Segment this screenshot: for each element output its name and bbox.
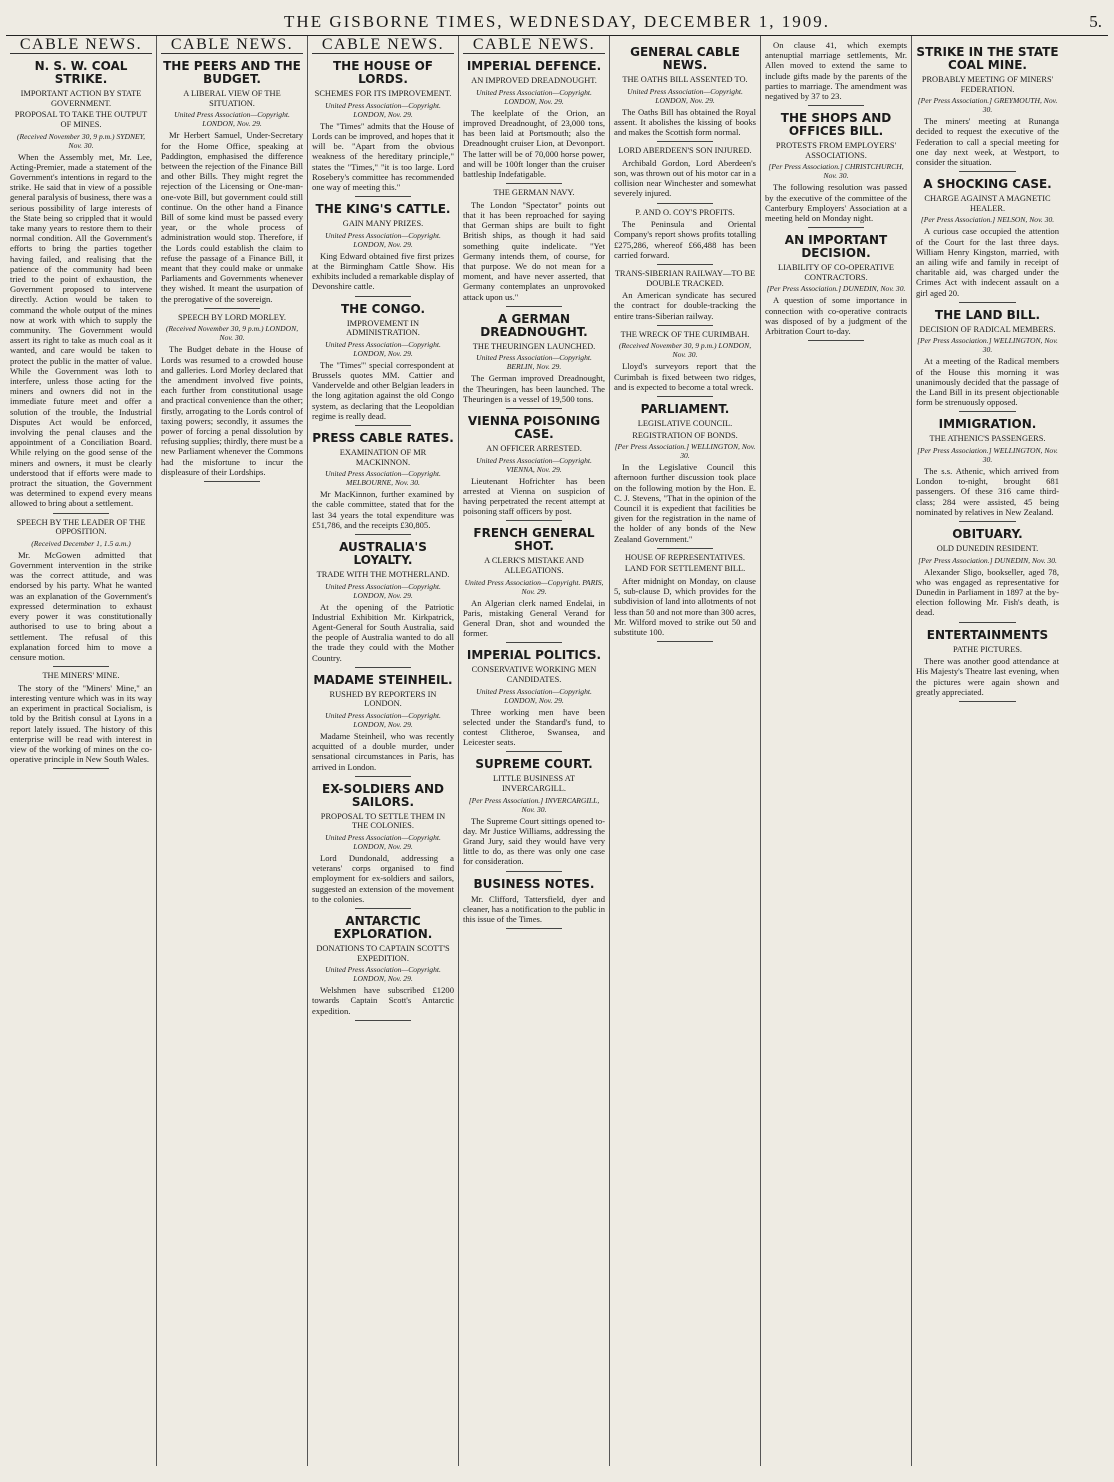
article (312, 432, 454, 535)
article-subheading: THE ATHENIC'S PASSENGERS. (929, 434, 1046, 444)
article-subheading: HOUSE OF REPRESENTATIVES. (624, 552, 746, 562)
article (463, 649, 605, 752)
article-body: The keelplate of the Orion, an improved Dreadnought, of 23,000 tons, has been laid at Portsmouth; also the Dreadnought cruiser Lion, at Devonport. The latter will be of 70,000 horse power, and will be 100ft longer than the cruiser battleship Indefatigable. (463, 107, 605, 180)
article-headline: STRIKE IN THE STATE COAL MINE. (916, 45, 1059, 72)
article-subheading: AN OFFICER ARRESTED. (486, 444, 582, 454)
dateline: United Press Association—Copyright. MELBOURNE, Nov. 30. (325, 469, 441, 488)
column-7 (912, 36, 1063, 1466)
article-headline: FRENCH GENERAL SHOT. (473, 526, 595, 554)
article-body: Lieutenant Hofrichter has been arrested at Vienna on suspicion of having perpetrated the recent attempt at poisoning staff officers by post. (463, 475, 605, 517)
dateline: [Per Press Association.] DUNEDIN, Nov. 30. (918, 555, 1057, 565)
divider (355, 196, 412, 197)
article-body: After midnight on Monday, on clause 5, sub-clause D, which provides for the subdivision of land into allotments of not less than 50 and not more than 300 acres, Mr. Wilford moved to strike out 50 and substitute 100. (614, 576, 756, 638)
article-body: The following resolution was passed by the executive of the committee of the Canterbury Employers' Association at a meeting held on Monday night. (765, 182, 907, 224)
article-subheading: LAND FOR SETTLEMENT BILL. (624, 564, 746, 574)
divider (204, 481, 261, 482)
article-headline: IMPERIAL DEFENCE. (466, 59, 602, 74)
article (312, 915, 454, 1021)
article-headline: IMPERIAL POLITICS. (466, 648, 602, 663)
article-body: Madame Steinheil, who was recently acquitted of a double murder, under sensational circumstances in Paris, has arrived in London. (312, 731, 454, 772)
article-headline: ENTERTAINMENTS (926, 627, 1049, 642)
dateline: [Per Press Association.] NELSON, Nov. 30. (920, 215, 1055, 225)
divider (355, 667, 412, 668)
article-subheading: TRADE WITH THE MOTHERLAND. (316, 570, 450, 580)
article (916, 309, 1059, 413)
divider (959, 302, 1016, 303)
page-number: 5. (1089, 12, 1102, 31)
dateline: United Press Association—Copyright. LONDON, Nov. 29. (325, 339, 441, 358)
article (10, 60, 152, 513)
article (614, 330, 756, 397)
article (312, 60, 454, 197)
column-heading: CABLE NEWS. (161, 40, 303, 54)
article-headline: IMMIGRATION. (938, 417, 1037, 432)
article-body: Lloyd's surveyors report that the Curimbah is fixed between two ridges, and is expected to become a total wreck. (614, 361, 756, 392)
article (312, 674, 454, 777)
article-headline: BUSINESS NOTES. (473, 876, 595, 891)
dateline: United Press Association—Copyright. LONDON, Nov. 29. (325, 100, 441, 119)
article-body: The Budget debate in the House of Lords was resumed to a crowded house and galleries. Lord Morley declared that the amendment involved five points, each further from constitutional usage and practical convenience than the other; firstly, arrogating to the Lords control of taxing powers; secondly, it assumes the power of forcing a penal dissolution by refusing supplies; thirdly, there must be a new Parliament whenever the Commons had the misfortune to incur the displeasure of their Lordships. (161, 344, 303, 477)
article-headline: THE CONGO. (341, 301, 425, 316)
article-subheading: THE MINERS' MINE. (42, 671, 120, 681)
article (161, 313, 303, 482)
article-subheading: IMPORTANT ACTION BY STATE GOVERNMENT. (20, 89, 142, 108)
article (765, 112, 907, 228)
dateline: United Press Association—Copyright. LONDON, Nov. 29. (476, 87, 592, 106)
article-subheading: THE GERMAN NAVY. (493, 188, 575, 198)
dateline: [Per Press Association.] CHRISTCHURCH, Nov. 30. (768, 162, 904, 181)
column-heading: CABLE NEWS. (312, 40, 454, 54)
article (312, 783, 454, 909)
article-body: Archibald Gordon, Lord Aberdeen's son, was thrown out of his motor car in a collision near Winchester and somewhat severely injured. (614, 157, 756, 199)
article-body: In the Legislative Council this afternoon further discussion took place on the following motion by the Hon. E. C. J. Stevens, "That in the opinion of the Council it is expedient that facilities be given for the registration in the name of the holder of any bonds of the New Zealand Government." (614, 462, 756, 544)
article-subheading: AN IMPROVED DREADNOUGHT. (471, 76, 597, 86)
columns-container (6, 36, 1108, 1466)
article-subheading: LITTLE BUSINESS AT INVERCARGILL. (493, 774, 575, 794)
divider (657, 141, 714, 142)
article-headline: THE SHOPS AND OFFICES BILL. (780, 111, 892, 139)
divider (959, 521, 1016, 522)
divider (355, 908, 412, 909)
article (312, 303, 454, 426)
divider (959, 171, 1016, 172)
article-headline: MADAME STEINHEIL. (313, 672, 453, 687)
dateline: [Per Press Association.] WELLINGTON, Nov. 30. (614, 442, 756, 461)
masthead (6, 4, 1108, 36)
article-subheading: A LIBERAL VIEW OF THE SITUATION. (183, 89, 281, 108)
article-subheading: THE WRECK OF THE CURIMBAH. (620, 329, 750, 339)
article-body: The story of the "Miners' Mine," an interesting venture which was in its way an experiment in practical Socialism, is told by the British consul at Lyons in a report lately issued. The history of this enterprise will be read with interest in view of the working of mines on the co-operative principle in New South Wales. (10, 682, 152, 765)
article-subheading: DECISION OF RADICAL MEMBERS. (919, 324, 1056, 334)
article-subheading: PROBABLY MEETING OF MINERS' FEDERATION. (921, 75, 1054, 94)
article-subheading: SPEECH BY LORD MORLEY. (178, 312, 286, 322)
article-subheading: REGISTRATION OF BONDS. (632, 430, 738, 440)
article (161, 60, 303, 309)
article-subheading: PROPOSAL TO TAKE THE OUTPUT OF MINES. (14, 110, 148, 129)
column-6 (761, 36, 912, 1466)
divider (657, 325, 714, 326)
article-headline: A GERMAN DREADNOUGHT. (480, 311, 588, 339)
article-subheading: EXAMINATION OF MR MACKINNON. (339, 448, 427, 467)
article (463, 60, 605, 184)
article-body: The s.s. Athenic, which arrived from London to-night, brought 681 passengers. Of these 316 came third-class; 284 were assisted, 45 being nominated by relatives in New Zealand. (916, 466, 1059, 517)
dateline: [Per Press Association.] INVERCARGILL, Nov. 30. (468, 795, 600, 814)
article-headline: THE HOUSE OF LORDS. (332, 59, 433, 87)
article-body: The German improved Dreadnought, the Theuringen, has been launched. The Theuringen is a vessel of 19,500 tons. (463, 373, 605, 404)
divider (53, 666, 110, 667)
article-body: At a meeting of the Radical members of the House this morning it was unanimously decided that the passage of the Land Bill in its present objectionable form be strenuously opposed. (916, 356, 1059, 408)
divider (657, 264, 714, 265)
divider (506, 183, 563, 184)
article-subheading: LEGISLATIVE COUNCIL. (637, 419, 733, 429)
article-body: An Algerian clerk named Endelai, in Paris, mistaking General Verand for General Dran, shot and wounded the former. (463, 597, 605, 639)
article-headline: SUPREME COURT. (475, 757, 593, 772)
article-body: On clause 41, which exempts antenuptial marriage settlements, Mr. Allen moved to extend the same to include gifts made by the parents of the parties to marriage. The amendment was negatived by 37 to 23. (765, 40, 907, 102)
article-subheading: LORD ABERDEEN'S SON INJURED. (618, 146, 752, 156)
divider (506, 871, 563, 872)
divider (808, 340, 865, 341)
article-body: When the Assembly met, Mr. Lee, Acting-Premier, made a statement of the Government's intentions in regard to the strike. He said that in view of a possible general paralysis of business, there was a serious possibility of large interests of the State being so crippled that it would take many years to restore them to their normal condition. All the Government's efforts to bring the parties together having failed, and realising that the patience of the community had been tried to the point of exhaustion, the Government proposed to intervene directly. Action would be taken to command the whole output of the mines now at work with which to supply the community. The Government would assert its right to take as much coal as it wanted, and care would be taken to protect the public in the matter of value. While the Government was loth to interfere, unless those acting for the miners and owners did not in the immediate future meet and offer a solution of the trouble, the Industrial Disputes Act would be enforced, involving the penal clauses and the appointment of a Conciliation Board. While relying on the good sense of the miners and owners, it must be clearly understood that if efforts were made to protract the situation, the Government was determined to expend every means allowed to bring about a settlement. (10, 151, 152, 509)
divider (355, 296, 412, 297)
article-subheading: RUSHED BY REPORTERS IN LONDON. (329, 689, 437, 709)
article-headline: PRESS CABLE RATES. (312, 431, 454, 446)
article-body: Mr MacKinnon, further examined by the cable committee, stated that for the last 34 years the total expenditure was £51,786, and the receipts £30,805. (312, 489, 454, 530)
article (312, 541, 454, 668)
article (463, 188, 605, 307)
article (614, 208, 756, 265)
article (463, 878, 605, 930)
article (916, 629, 1059, 702)
article-body: The miners' meeting at Runanga decided to request the executive of the Federation to call a special meeting for one day next week, at Westport, to consider the situation. (916, 116, 1059, 167)
article (463, 758, 605, 871)
divider (506, 306, 563, 307)
article-body: Mr Herbert Samuel, Under-Secretary for the Home Office, speaking at Paddington, emphasised the difference between the rejection of the Finance Bill and other Bills. They might regret the rejection of the Licensing or One-man-one-vote Bill, but government could still continue. On the other hand a Finance Bill of some kind must be passed every year, or the whole process of administration would stop. Therefore, if the Lords could establish the claim to refuse the passage of a Finance Bill, it meant that they could make or unmake Parliaments and Governments whenever they wished. It meant the usurpation of the prerogative of the sovereign. (161, 130, 303, 304)
divider (959, 701, 1016, 702)
article (614, 46, 756, 142)
article-subheading: DONATIONS TO CAPTAIN SCOTT'S EXPEDITION. (316, 944, 450, 963)
article-subheading: LIABILITY OF CO-OPERATIVE CONTRACTORS. (778, 263, 894, 282)
article-subheading: OLD DUNEDIN RESIDENT. (936, 544, 1039, 554)
dateline: United Press Association—Copyright. BERLIN, Nov. 29. (476, 353, 592, 372)
divider (657, 396, 714, 397)
dateline: (Received November 30, 9 p.m.) LONDON, Nov. 30. (165, 324, 299, 343)
divider (204, 308, 261, 309)
article-subheading: PATHE PICTURES. (952, 644, 1023, 654)
dateline: [Per Press Association.] DUNEDIN, Nov. 30. (766, 284, 906, 294)
article (916, 178, 1059, 303)
article-headline: ANTARCTIC EXPLORATION. (333, 914, 433, 942)
divider (506, 751, 563, 752)
article-headline: A SHOCKING CASE. (923, 177, 1052, 192)
article-body: Welshmen have subscribed £1200 towards Captain Scott's Antarctic expedition. (312, 985, 454, 1016)
article-body: The "Times" admits that the House of Lords can be improved, and hopes that it will be. "Apart from the obvious weakness of the hereditary principle," states the "Times," "it is too large. Lord Rosebery's committee has recommended one way of meeting this." (312, 120, 454, 193)
article (916, 418, 1059, 522)
article-body: At the opening of the Patriotic Industrial Exhibition Mr. Kirkpatrick, Agent-General for South Australia, said the people of Australia wanted to do all the trade they could with the Mother Country. (312, 601, 454, 663)
article-body: Mr. Clifford, Tattersfield, dyer and cleaner, has a notification to the public in this issue of the Times. (463, 893, 605, 925)
divider (657, 548, 714, 549)
divider (53, 513, 110, 514)
article-body: An American syndicate has secured the contract for double-tracking the entire trans-Siberian railway. (614, 290, 756, 321)
masthead-title: THE GISBORNE TIMES, WEDNESDAY, DECEMBER 1, 1909. (284, 12, 830, 31)
article (463, 415, 605, 521)
dateline: United Press Association—Copyright. VIENNA, Nov. 29. (476, 455, 592, 474)
column-heading: CABLE NEWS. (463, 40, 605, 54)
dateline: United Press Association—Copyright. LONDON, Nov. 29. (325, 230, 441, 249)
article-body: The "Times'" special correspondent at Brussels quotes MM. Cattier and Vandervelde and other Belgian leaders in the long agitation against the old Congo system, as declaring that the Leopoldian regime is really dead. (312, 359, 454, 421)
dateline: (Received December 1, 1.5 a.m.) (31, 538, 131, 548)
column-2 (157, 36, 308, 1466)
dateline: United Press Association—Copyright. LONDON, Nov. 29. (325, 965, 441, 984)
article-headline: AN IMPORTANT DECISION. (784, 233, 888, 261)
dateline: United Press Association—Copyright. LONDON, Nov. 29. (174, 110, 290, 129)
article-body: The Oaths Bill has obtained the Royal assent. It abolishes the kissing of books and makes the Scottish form normal. (614, 106, 756, 137)
dateline: [Per Press Association.] WELLINGTON, Nov. 30. (917, 446, 1058, 465)
article-headline: GENERAL CABLE NEWS. (630, 45, 740, 72)
dateline: United Press Association—Copyright. LONDON, Nov. 29. (325, 833, 441, 852)
article-headline: VIENNA POISONING CASE. (467, 414, 601, 442)
divider (506, 408, 563, 409)
article-subheading: SCHEMES FOR ITS IMPROVEMENT. (314, 89, 452, 99)
divider (355, 534, 412, 535)
article-headline: EX-SOLDIERS AND SAILORS. (322, 781, 444, 809)
article (916, 528, 1059, 623)
column-5 (610, 36, 761, 1466)
article-headline: OBITUARY. (952, 527, 1023, 542)
dateline: United Press Association—Copyright. LONDON, Nov. 29. (627, 86, 743, 105)
divider (355, 776, 412, 777)
article-subheading: CHARGE AGAINST A MAGNETIC HEALER. (924, 194, 1051, 213)
divider (506, 642, 563, 643)
article-subheading: THE OATHS BILL ASSENTED TO. (622, 75, 748, 84)
column-4 (459, 36, 610, 1466)
article-subheading: PROTESTS FROM EMPLOYERS' ASSOCIATIONS. (775, 141, 897, 160)
article-subheading: TRANS-SIBERIAN RAILWAY—TO BE DOUBLE TRACKED. (614, 269, 756, 288)
article (614, 146, 756, 203)
article-headline: N. S. W. COAL STRIKE. (34, 59, 128, 87)
article (765, 40, 907, 106)
article-body: Mr. McGowen admitted that Government intervention in the strike was the correct attitude, and was endorsed by his party. What he wanted was an explanation of the Government's expressed determination to exhaust every power it was constitutionally authorised to use to bring about a settlement. The refusal of this explanation forced him to move a censure motion. (10, 549, 152, 662)
article-headline: THE LAND BILL. (934, 307, 1041, 322)
article-body: Lord Dundonald, addressing a veterans' corps organised to find employment for ex-soldiers and sailors, suggested an extension of the movement to the colonies. (312, 853, 454, 904)
divider (355, 1020, 412, 1021)
article-subheading: THE THEURINGEN LAUNCHED. (472, 341, 596, 351)
column-3 (308, 36, 459, 1466)
divider (506, 520, 563, 521)
divider (657, 203, 714, 204)
article-subheading: PROPOSAL TO SETTLE THEM IN THE COLONIES. (320, 811, 446, 831)
dateline: United Press Association—Copyright. LONDON, Nov. 29. (476, 686, 592, 705)
divider (959, 411, 1016, 412)
article (463, 313, 605, 409)
article-subheading: P. AND O. COY'S PROFITS. (635, 207, 735, 217)
dateline: United Press Association—Copyright. LONDON, Nov. 29. (325, 711, 441, 730)
article (312, 203, 454, 296)
dateline: (Received November 30, 9 p.m.) SYDNEY, Nov. 30. (16, 131, 146, 150)
article-subheading: IMPROVEMENT IN ADMINISTRATION. (346, 318, 420, 338)
article (614, 553, 756, 642)
divider (657, 641, 714, 642)
article-body: The Peninsula and Oriental Company's report shows profits totalling £275,286, whereof £66,488 has been carried forward. (614, 219, 756, 260)
article (463, 527, 605, 643)
dateline: (Received November 30, 9 p.m.) LONDON, Nov. 30. (618, 341, 752, 360)
dateline: [Per Press Association.] GREYMOUTH, Nov. 30. (917, 96, 1058, 115)
article (614, 269, 756, 326)
article (10, 671, 152, 769)
divider (808, 105, 865, 106)
article-subheading: A CLERK'S MISTAKE AND ALLEGATIONS. (484, 556, 584, 576)
article-body: Alexander Sligo, bookseller, aged 78, who was engaged as representative for Dunedin in Parliament in 1897 at the by-election following Mr. Fish's death, is dead. (916, 566, 1059, 618)
article-body: The Supreme Court sittings opened to-day. Mr Justice Williams, addressing the Grand Jury, said they would have very little to do, as there was only one case for consideration. (463, 815, 605, 867)
article-headline: THE PEERS AND THE BUDGET. (163, 59, 301, 87)
divider (53, 768, 110, 769)
article-subheading: SPEECH BY THE LEADER OF THE OPPOSITION. (16, 517, 146, 537)
article-subheading: CONSERVATIVE WORKING MEN CANDIDATES. (471, 665, 597, 685)
divider (506, 928, 563, 929)
article-body: There was another good attendance at His Majesty's Theatre last evening, when the pictures were again shown and greatly appreciated. (916, 656, 1059, 697)
divider (355, 425, 412, 426)
article (765, 234, 907, 341)
article-headline: AUSTRALIA'S LOYALTY. (339, 540, 427, 568)
article-body: King Edward obtained five first prizes at the Birmingham Cattle Show. His exhibits included a remarkable display of Devonshire cattle. (312, 250, 454, 292)
article-body: A curious case occupied the attention of the Court for the last three days. William Henry Kingston, married, with an ailing wife and family in receipt of charitable aid, was charged under the Crimes Act with indecent assault on a girl aged 20. (916, 226, 1059, 298)
article-subheading: GAIN MANY PRIZES. (342, 219, 424, 229)
dateline: [Per Press Association.] WELLINGTON, Nov. 30. (917, 336, 1058, 355)
article-body: The London "Spectator" points out that it has been reproached for saying that German ships are built to fight British ships, as though it had said something quite indelicate. "Yet Germany intends them, of course, for that purpose. We do not mean for a moment, and have never asserted, that Germany contemplates an unprovoked attack upon us." (463, 199, 605, 302)
column-1 (6, 36, 157, 1466)
article-headline: THE KING'S CATTLE. (315, 202, 451, 217)
divider (959, 622, 1016, 623)
article (614, 403, 756, 549)
divider (808, 227, 865, 228)
article-body: Three working men have been selected under the Standard's fund, to contest Clitheroe, Swansea, and Leicester seats. (463, 706, 605, 748)
column-heading: CABLE NEWS. (10, 40, 152, 54)
dateline: United Press Association—Copyright. PARIS, Nov. 29. (464, 577, 604, 596)
article-body: A question of some importance in connection with co-operative contracts was disposed of by a judgment of the Arbitration Court to-day. (765, 295, 907, 337)
dateline: United Press Association—Copyright. LONDON, Nov. 29. (325, 581, 441, 600)
article-headline: PARLIAMENT. (640, 402, 730, 417)
article (916, 46, 1059, 172)
article (10, 518, 152, 667)
